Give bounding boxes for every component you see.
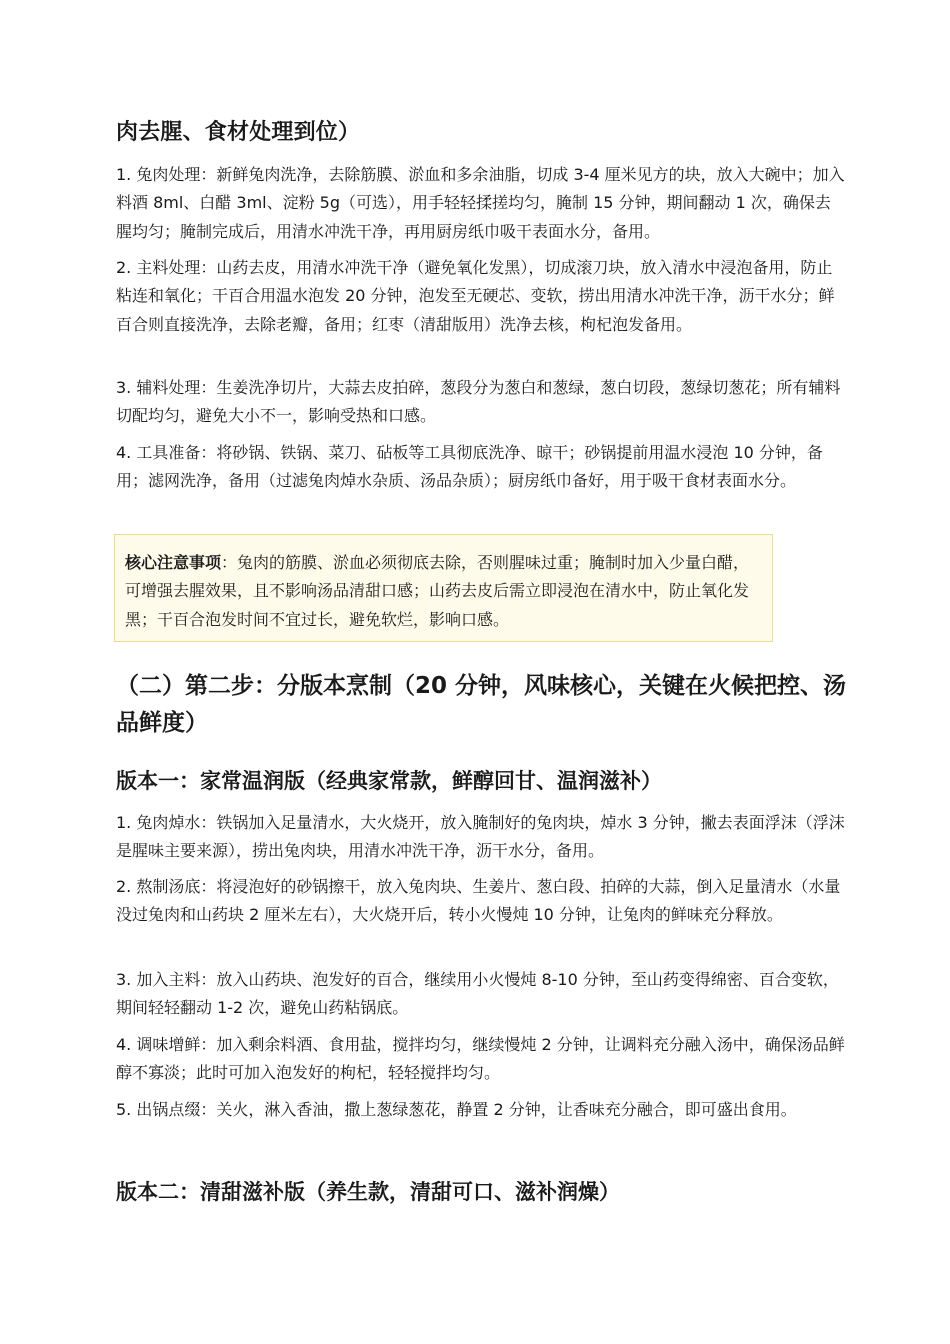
version-two-heading: 版本二：清甜滋补版（养生款，清甜可口、滋补润燥） (116, 1180, 620, 1204)
step-two-heading: （二）第二步：分版本烹制（20 分钟，风味核心，关键在火候把控、汤品鲜度） (116, 673, 847, 736)
step-paragraph: 3. 加入主料：放入山药块、泡发好的百合，继续用小火慢炖 8-10 分钟，至山药变得绵密、百合变软，期间轻轻翻动 1-2 次，避免山药粘锅底。 (116, 970, 839, 1018)
section-heading-continued: 肉去腥、食材处理到位） (116, 120, 361, 145)
notice-text: ：兔肉的筋膜、淤血必须彻底去除，否则腥味过重；腌制时加入少量白醋，可增强去腥效果，且不影响汤品清甜口感；山药去皮后需立即浸泡在清水中，防止氧化发黑；干百合泡发时间不宜过长，避免软烂，影响口感。 (125, 553, 750, 629)
step-paragraph: 3. 辅料处理：生姜洗净切片，大蒜去皮拍碎，葱段分为葱白和葱绿，葱白切段，葱绿切葱花；所有辅料切配均匀，避免大小不一，影响受热和口感。 (116, 378, 841, 426)
version-one-heading: 版本一：家常温润版（经典家常款，鲜醇回甘、温润滋补） (116, 769, 662, 793)
key-notice-box (114, 534, 773, 642)
step-paragraph: 1. 兔肉焯水：铁锅加入足量清水，大火烧开，放入腌制好的兔肉块，焯水 3 分钟，撇去表面浮沫（浮沫是腥味主要来源），捞出兔肉块，用清水冲洗干净，沥干水分，备用。 (116, 813, 845, 861)
step-paragraph: 4. 调味增鲜：加入剩余料酒、食用盐，搅拌均匀，继续慢炖 2 分钟，让调料充分融入汤中，确保汤品鲜醇不寡淡；此时可加入泡发好的枸杞，轻轻搅拌均匀。 (116, 1035, 845, 1083)
notice-label: 核心注意事项 (125, 553, 222, 572)
step-paragraph: 1. 兔肉处理：新鲜兔肉洗净，去除筋膜、淤血和多余油脂，切成 3-4 厘米见方的块，放入大碗中；加入料酒 8ml、白醋 3ml、淀粉 5g（可选），用手轻轻揉搓均匀，腌制 15 分钟，期间翻动 1 次，确保去腥均匀；腌制完成后，用清水冲洗干净，再用厨房纸巾吸干表面水分，备用。 (116, 165, 845, 241)
step-paragraph: 5. 出锅点缀：关火，淋入香油，撒上葱绿葱花，静置 2 分钟，让香味充分融合，即可盛出食用。 (116, 1100, 797, 1119)
step-paragraph: 2. 熬制汤底：将浸泡好的砂锅擦干，放入兔肉块、生姜片、葱白段、拍碎的大蒜，倒入足量清水（水量没过兔肉和山药块 2 厘米左右），大火烧开后，转小火慢炖 10 分钟，让兔肉的鲜味充分释放。 (116, 877, 841, 925)
step-paragraph: 2. 主料处理：山药去皮，用清水冲洗干净（避免氧化发黑），切成滚刀块，放入清水中浸泡备用，防止粘连和氧化；干百合用温水泡发 20 分钟，泡发至无硬芯、变软，捞出用清水冲洗干净，沥干水分；鲜百合则直接洗净，去除老瓣，备用；红枣（清甜版用）洗净去核，枸杞泡发备用。 (116, 258, 835, 334)
step-paragraph: 4. 工具准备：将砂锅、铁锅、菜刀、砧板等工具彻底洗净、晾干；砂锅提前用温水浸泡 10 分钟，备用；滤网洗净，备用（过滤兔肉焯水杂质、汤品杂质）；厨房纸巾备好，用于吸干食材表面水分。 (116, 443, 823, 491)
